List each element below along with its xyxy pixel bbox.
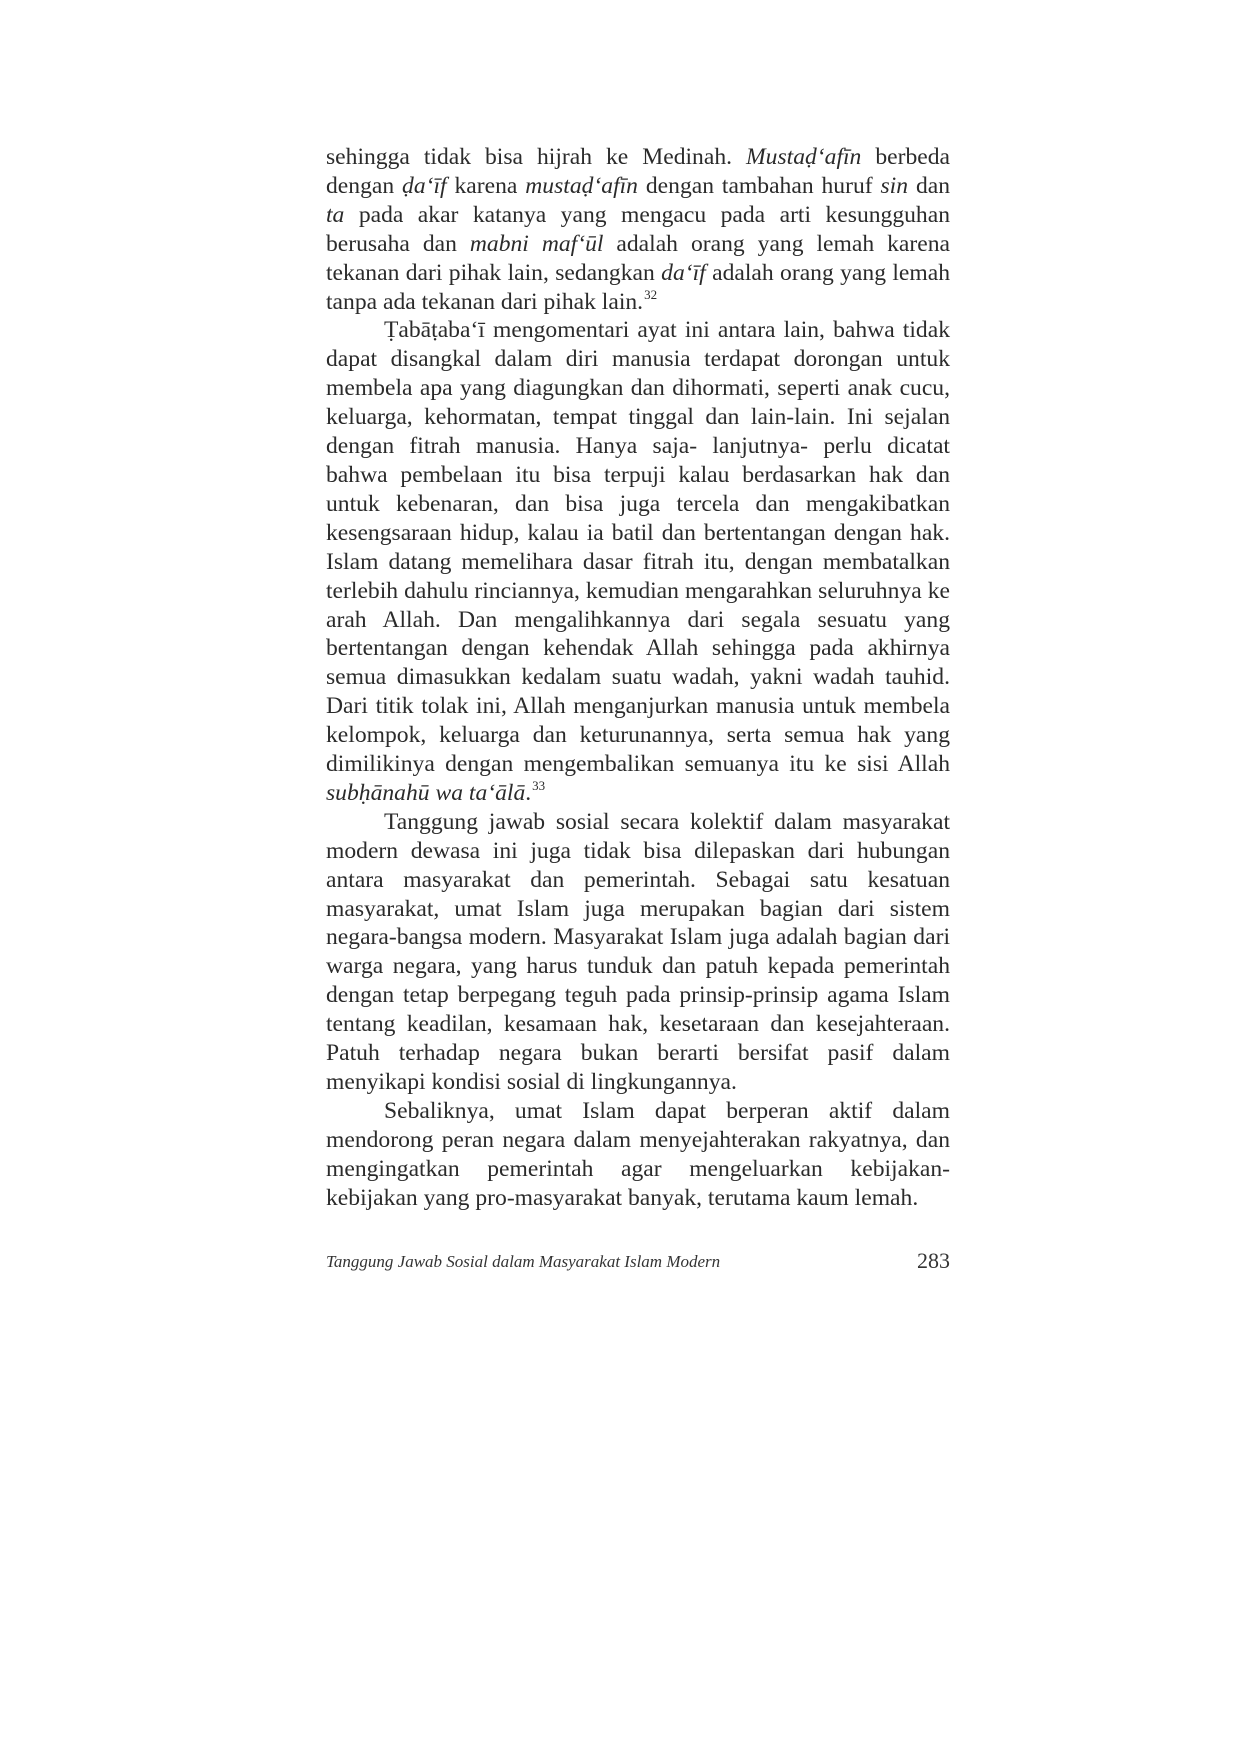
text-run: berbeda dengan [326,144,951,199]
paragraph [326,316,950,807]
text-run: sehingga tidak bisa hijrah ke Medinah. [326,144,747,170]
italic-term: da‘īf [661,259,706,286]
text-run: adalah orang yang lemah tanpa ada tekanan dari pihak lain. [326,259,951,315]
footnote-marker: 32 [644,286,658,302]
italic-term: mabni maf‘ūl [469,230,604,257]
text-run: dengan tambahan huruf [637,172,881,199]
italic-term: mustaḍ‘afīn [525,172,638,199]
text-run: adalah orang yang lemah karena tekanan dari pihak lain, sedangkan [326,230,950,286]
text-run: Ṭabāṭaba‘ī mengomentari ayat ini antara lain, bahwa tidak dapat disangkal dalam diri manusia terdapat dorongan untuk membela apa yang diagungkan dan dihormati, seperti anak cucu, keluarga, kehormatan, tempat tinggal dan lain-lain. Ini sejalan dengan fitrah manusia. Hanya saja- lanjutnya- perlu dicatat bahwa pembelaan itu bisa terpuji kalau berdasarkan hak dan untuk kebenaran, dan bisa juga tercela dan mengakibatkan kesengsaraan hidup, kalau ia batil dan bertentangan dengan hak. Islam datang memelihara dasar fitrah itu, dengan membatalkan terlebih dahulu rinciannya, kemudian mengarahkan seluruhnya ke arah Allah. Dan mengalihkannya dari segala sesuatu yang bertentangan dengan kehendak Allah sehingga pada akhirnya semua dimasukkan kedalam suatu wadah, yakni wadah tauhid. Dari titik tolak ini, Allah menganjurkan manusia untuk membela kelompok, keluarga dan keturunannya, serta semua hak yang dimilikinya dengan mengembalikan semuanya itu ke sisi Allah [326,317,950,778]
italic-term: subḥānahū wa ta‘ālā [326,779,526,806]
running-title: Tanggung Jawab Sosial dalam Masyarakat Islam Modern [326,1252,721,1271]
paragraph [326,1097,950,1213]
italic-term: sin [880,172,909,199]
text-run: Sebaliknya, umat Islam dapat berperan aktif dalam mendorong peran negara dalam menyejahterakan rakyatnya, dan mengingatkan pemerintah agar mengeluarkan kebijakan-kebijakan yang pro-masyarakat banyak, terutama kaum lemah. [326,1097,950,1211]
body-text [326,143,950,1213]
page-footer [326,1248,950,1278]
italic-term: ta [326,201,345,228]
footnote-marker: 33 [532,778,546,794]
italic-term: Mustaḍ‘afīn [746,144,862,170]
paragraph [326,143,950,316]
text-run: pada akar katanya yang mengacu pada arti kesungguhan berusaha dan [326,201,950,257]
text-run: dan [908,172,951,199]
text-run: karena [446,172,526,199]
page-number: 283 [917,1248,950,1273]
text-run: Tanggung jawab sosial secara kolektif dalam masyarakat modern dewasa ini juga tidak bisa dilepaskan dari hubungan antara masyarakat dan pemerintah. Sebagai satu kesatuan masyarakat, umat Islam juga merupakan bagian dari sistem negara-bangsa modern. Masyarakat Islam juga adalah bagian dari warga negara, yang harus tunduk dan patuh kepada pemerintah dengan tetap berpegang teguh pada prinsip-prinsip agama Islam tentang keadilan, kesamaan hak, kesetaraan dan kesejahteraan. Patuh terhadap negara bukan berarti bersifat pasif dalam menyikapi kondisi sosial di lingkungannya. [326,808,950,1095]
text-run: . [525,779,532,806]
paragraph [326,808,950,1097]
italic-term: ḍa‘īf [402,172,447,199]
